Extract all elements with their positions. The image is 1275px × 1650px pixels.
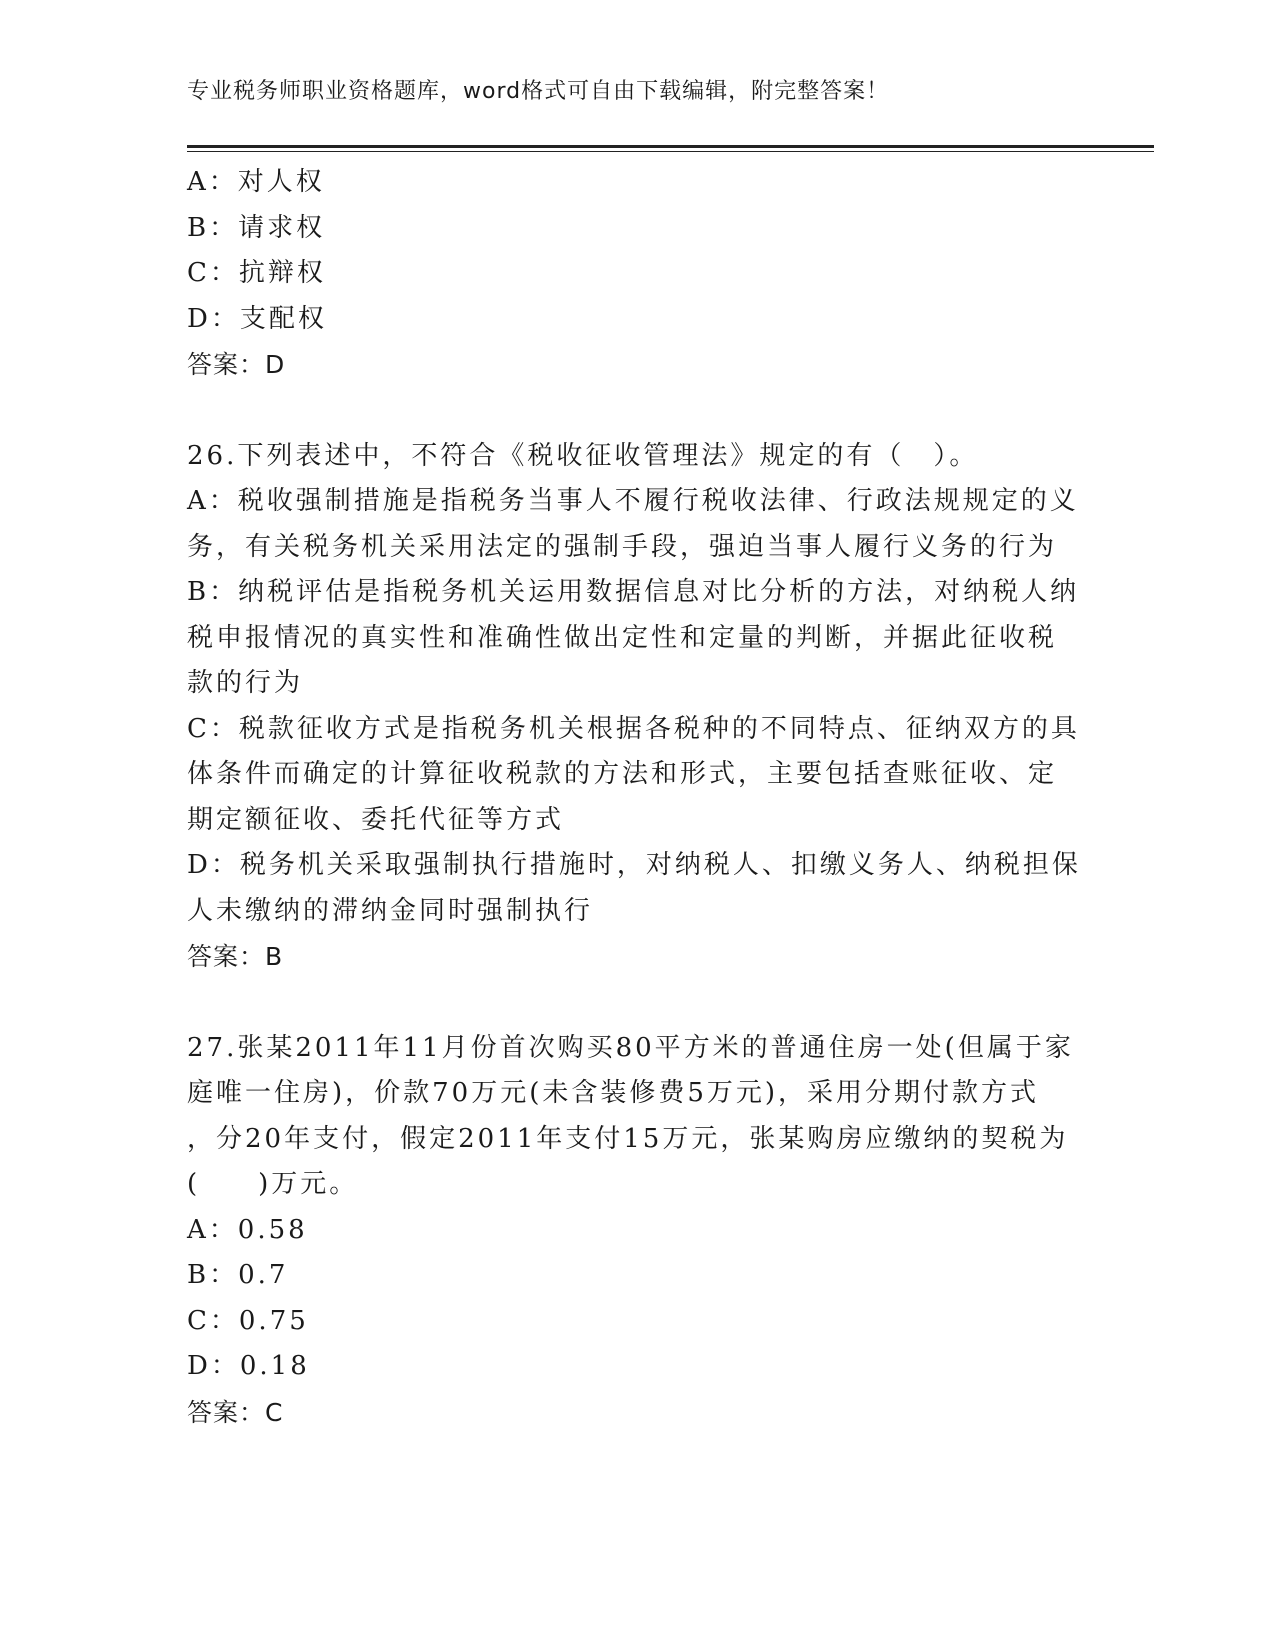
option-line: 务，有关税务机关采用法定的强制手段，强迫当事人履行义务的行为 xyxy=(187,531,1058,562)
answer: 答案：C xyxy=(187,1397,284,1427)
question-stem: ，分20年支付，假定2011年支付15万元，张某购房应缴纳的契税为 xyxy=(187,1123,1069,1154)
option-line: 人未缴纳的滞纳金同时强制执行 xyxy=(187,895,594,926)
option-line: D：税务机关采取强制执行措施时，对纳税人、扣缴义务人、纳税担保 xyxy=(187,850,1081,880)
option-line: B：纳税评估是指税务机关运用数据信息对比分析的方法，对纳税人纳 xyxy=(187,577,1080,607)
spacer xyxy=(187,388,1087,434)
option-a: A：对人权 xyxy=(187,167,325,197)
spacer xyxy=(187,980,1087,1026)
question-stem: 庭唯一住房)，价款70万元(未含装修费5万元)，采用分期付款方式 xyxy=(187,1078,1040,1108)
question-26 xyxy=(187,434,1087,980)
option-line: 款的行为 xyxy=(187,668,304,698)
answer: 答案：B xyxy=(187,942,284,971)
header-rule-thick xyxy=(187,145,1154,148)
option-b: B：0.7 xyxy=(187,1260,289,1290)
question-27 xyxy=(187,1026,1087,1436)
option-d: D：支配权 xyxy=(187,303,327,334)
option-c: C：抗辩权 xyxy=(187,258,326,288)
question-content xyxy=(187,160,1087,1435)
option-line: 期定额征收、委托代征等方式 xyxy=(187,804,565,835)
option-line: A：税收强制措施是指税务当事人不履行税收法律、行政法规规定的义 xyxy=(187,486,1079,516)
question-stem: ( )万元。 xyxy=(187,1169,359,1199)
page-header: 专业税务师职业资格题库，word格式可自由下载编辑，附完整答案！ xyxy=(187,79,890,104)
option-a: A：0.58 xyxy=(187,1214,308,1245)
header-rule-thin xyxy=(187,151,1154,152)
option-c: C：0.75 xyxy=(187,1305,309,1336)
option-line: C：税款征收方式是指税务机关根据各税种的不同特点、征纳双方的具 xyxy=(187,713,1080,744)
question-stem: 27.张某2011年11月份首次购买80平方米的普通住房一处(但属于家 xyxy=(187,1032,1074,1063)
option-line: 体条件而确定的计算征收税款的方法和形式，主要包括查账征收、定 xyxy=(187,759,1058,789)
question-25 xyxy=(187,160,1087,388)
option-line: 税申报情况的真实性和准确性做出定性和定量的判断，并据此征收税 xyxy=(187,622,1058,653)
option-d: D：0.18 xyxy=(187,1351,310,1381)
option-b: B：请求权 xyxy=(187,212,326,243)
question-stem: 26.下列表述中，不符合《税收征收管理法》规定的有（ ）。 xyxy=(187,440,979,471)
answer: 答案：D xyxy=(187,350,286,379)
